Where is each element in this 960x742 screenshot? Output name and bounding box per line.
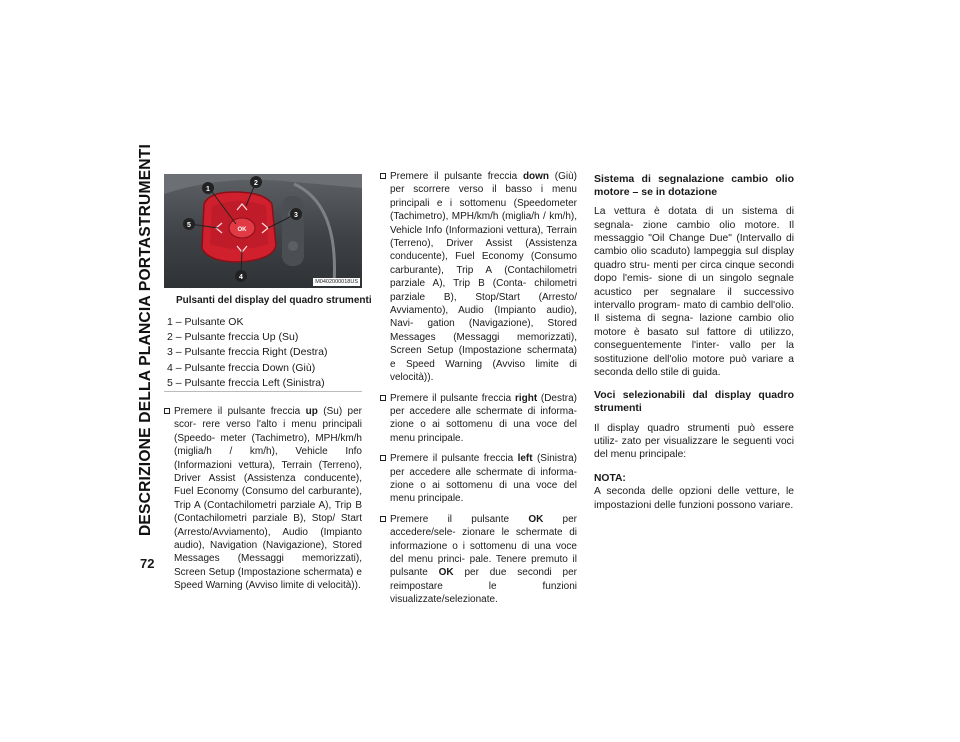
key-right: right bbox=[514, 392, 538, 404]
svg-text:4: 4 bbox=[239, 274, 243, 281]
svg-text:3: 3 bbox=[294, 212, 298, 219]
heading-selectable-items: Voci selezionabili dal display quadro strumenti bbox=[594, 389, 794, 415]
svg-text:2: 2 bbox=[254, 180, 258, 187]
legend-item: 1 – Pulsante OK bbox=[167, 316, 244, 328]
steering-buttons-photo bbox=[164, 174, 362, 288]
key-ok: OK bbox=[528, 513, 544, 525]
marker-1 bbox=[202, 182, 214, 194]
bullet-ok-button: Premere il pulsante OK per accedere/sele- zionare le schermate di informazione o i sottomenu di una voce del menu princi- pale. Tenere premuto il pulsante OK per due secondi per reimpostare le funzioni visualizzate/selezionate. bbox=[380, 513, 577, 607]
figure-caption: Pulsanti del display del quadro strumenti bbox=[176, 295, 372, 306]
column-2 bbox=[380, 170, 577, 614]
paragraph-selectable-items: Il display quadro strumenti può essere utiliz- zato per visualizzare le seguenti voci del menu principale: bbox=[594, 422, 794, 461]
image-code: M0402000018US bbox=[315, 279, 358, 285]
ok-button-label: OK bbox=[237, 227, 247, 233]
key-ok-2: OK bbox=[438, 567, 454, 579]
legend-item: 2 – Pulsante freccia Up (Su) bbox=[167, 331, 299, 344]
bullet-down-button: Premere il pulsante freccia down (Giù) per scorrere verso il basso i menu principali e i sottomenu (Speedometer (Tachimetro), MPH/km/h (miglia/h / km/h), Vehicle Info (Informazioni vettura), Terrain (Terreno), Driver Assist (Assistenza conducente), Fuel Economy (Consumo carburante), Trip A (Contachilometri parziale A), Trip B (Conta- chilometri parziale B), Stop/Start (Arresto/ Avviamento), Audio (Impianto audio), Navi- gation (Navigazione), Stored Messages (Messaggi memorizzati), Screen Setup (Impostazione schermata) e Speed Warning (Avviso limite di velocità)). bbox=[380, 170, 577, 385]
svg-text:1: 1 bbox=[206, 186, 210, 193]
legend-item: 5 – Pulsante freccia Left (Sinistra) bbox=[167, 376, 325, 389]
bullet-left-button: Premere il pulsante freccia left (Sinistra) per accedere alle schermate di informa- zione o ai sottomenu di una voce del menu principale. bbox=[380, 452, 577, 506]
section-title-vertical bbox=[128, 143, 164, 537]
figure-legend bbox=[164, 315, 362, 392]
legend-item: 4 – Pulsante freccia Down (Giù) bbox=[167, 361, 316, 374]
steering-buttons-illustration bbox=[164, 174, 362, 288]
marker-3 bbox=[290, 208, 302, 220]
note-text: A seconda delle opzioni delle vetture, le impostazioni delle funzioni possono variare. bbox=[594, 486, 794, 511]
key-down: down bbox=[522, 171, 550, 182]
marker-5 bbox=[183, 218, 195, 230]
legend-item: 3 – Pulsante freccia Right (Destra) bbox=[167, 346, 328, 359]
heading-oil-change: Sistema di segnalazione cambio olio motore – se in dotazione bbox=[594, 173, 794, 198]
bullet-up-button: Premere il pulsante freccia up (Su) per scor- rere verso l'alto i menu principali (Speedo- meter (Tachimetro), MPH/km/h (miglia/h / km/h), Vehicle Info (Informazioni vettura), Terrain (Terreno), Driver Assist (Assistenza conducente), Fuel Economy (Consumo del carburante), Trip A (Contachilometri parziale A), Trip B (Contachilometri parziale B), Stop/ Start (Arresto/Avviamento), Audio (Impianto audio), Navigation (Navigazione), Stored Messages (Messaggi memorizzati), Screen Setup (Impostazione schermata) e Speed Warning (Avviso limite di velocità)). bbox=[164, 405, 362, 593]
key-left: left bbox=[517, 453, 533, 465]
column-3 bbox=[594, 173, 794, 522]
column-1 bbox=[164, 405, 362, 600]
paragraph-oil-change: La vettura è dotata di un sistema di segnala- zione cambio olio motore. Il messaggio "Oil Change Due" (Intervallo di cambio olio scaduto) lampeggia sul display quadro stru- menti per circa cinque secondi dopo l'emis- sione di un singolo segnale acustico per segnalare il successivo intervallo program- mato di cambio dell'olio. Il sistema di segna- lazione cambio olio motore è basato sul fattore di utilizzo, conseguentemente l'inter- vallo per la sostituzione dell'olio motore può variare a seconda dello stile di guida. bbox=[594, 206, 794, 379]
marker-4 bbox=[235, 270, 247, 282]
page-number: 72 bbox=[140, 556, 155, 571]
section-title-text: DESCRIZIONE DELLA PLANCIA PORTASTRUMENTI bbox=[137, 143, 154, 537]
key-up: up bbox=[305, 406, 318, 417]
note-label: NOTA: bbox=[594, 472, 626, 484]
svg-text:5: 5 bbox=[187, 222, 191, 229]
bullet-right-button: Premere il pulsante freccia right (Destra) per accedere alle schermate di informa- zione o ai sottomenu di una voce del menu principale. bbox=[380, 392, 577, 446]
marker-2 bbox=[250, 176, 262, 188]
